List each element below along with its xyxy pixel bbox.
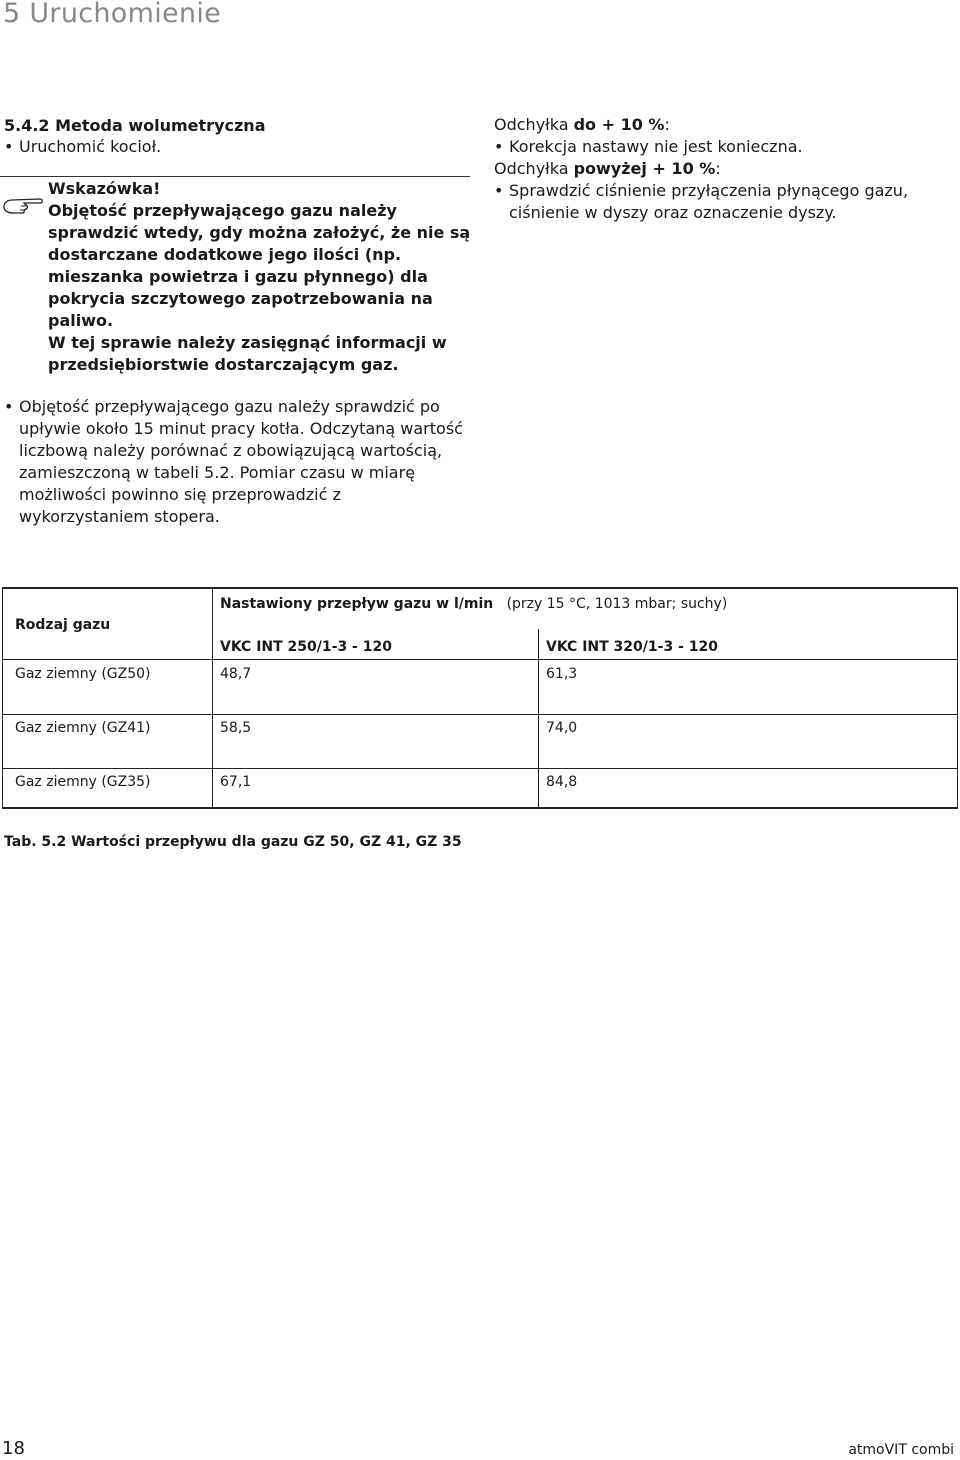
cell-flow-250: 67,1: [220, 774, 252, 790]
note-line: sprawdzić wtedy, gdy można założyć, że nie są: [48, 223, 471, 242]
deviation-instructions: [494, 114, 908, 224]
product-name: [848, 1442, 954, 1458]
note-line: W tej sprawie należy zasięgnąć informacji w: [48, 333, 447, 352]
table-border-left: [2, 587, 3, 808]
table-border-bottom: [2, 807, 958, 809]
cell-gas-type: Gaz ziemny (GZ41): [15, 720, 151, 736]
cell-flow-250: 48,7: [220, 666, 252, 682]
note-line: Objętość przepływającego gazu należy: [48, 201, 397, 220]
note-line: przedsiębiorstwie dostarczającym gaz.: [48, 355, 399, 374]
deviation-1-bullet: [494, 136, 908, 158]
note-title: Wskazówka!: [48, 179, 161, 198]
deviation-threshold: do + 10 %: [573, 115, 665, 134]
table-row-divider: [2, 714, 958, 715]
para-line: możliwości powinno się przeprowadzić z: [19, 485, 341, 504]
para-line: wykorzystaniem stopera.: [19, 507, 220, 526]
bullet-text: Korekcja nastawy nie jest konieczna.: [509, 137, 803, 156]
cell-flow-320: 84,8: [546, 774, 578, 790]
cell-flow-320: 74,0: [546, 720, 578, 736]
bullet-item: [4, 136, 161, 158]
group-header-conditions: (przy 15 °C, 1013 mbar; suchy): [506, 596, 728, 612]
table-border-top: [2, 587, 958, 589]
deviation-label: Odchyłka: [494, 115, 574, 134]
gas-flow-table: [2, 587, 958, 808]
note-divider: [0, 176, 470, 177]
deviation-1-heading: [494, 114, 908, 136]
table-row-divider: [2, 768, 958, 769]
cell-gas-type: Gaz ziemny (GZ35): [15, 774, 151, 790]
pointing-hand-icon: [2, 193, 46, 215]
col-header-gas-type: Rodzaj gazu: [15, 617, 111, 633]
colon: :: [715, 159, 721, 178]
table-row-divider: [2, 659, 958, 660]
deviation-2-bullet: [494, 180, 908, 202]
table-border-right: [957, 587, 958, 808]
deviation-threshold: powyżej + 10 %: [573, 159, 716, 178]
table-caption: Tab. 5.2 Wartości przepływu dla gazu GZ 50, GZ 41, GZ 35: [4, 834, 462, 850]
para-line: Objętość przepływającego gazu należy sprawdzić po: [19, 397, 440, 416]
cell-gas-type: Gaz ziemny (GZ50): [15, 666, 151, 682]
bullet-text: Uruchomić kocioł.: [19, 137, 162, 156]
bullet-text-cont: ciśnienie w dyszy oraz oznaczenie dyszy.: [509, 203, 837, 222]
bullet-dot: •: [494, 181, 504, 200]
deviation-label: Odchyłka: [494, 159, 574, 178]
deviation-2-heading: [494, 158, 908, 180]
measurement-paragraph: [4, 396, 463, 528]
note-line: paliwo.: [48, 311, 114, 330]
para-line: upływie około 15 minut pracy kotła. Odczytaną wartość: [19, 419, 463, 438]
page-number: 18: [2, 1438, 25, 1459]
table-col-divider: [538, 629, 539, 808]
note-line: mieszanka powietrza i gazu płynnego) dla: [48, 267, 428, 286]
para-line-first: [4, 396, 463, 418]
table-col-divider: [212, 587, 213, 808]
bullet-dot: •: [4, 137, 14, 156]
note-line: dostarczane dodatkowe jego ilości (np.: [48, 245, 402, 264]
group-header-title: Nastawiony przepływ gazu w l/min: [220, 596, 494, 612]
cell-flow-250: 58,5: [220, 720, 252, 736]
cell-flow-320: 61,3: [546, 666, 578, 682]
product-prefix: atmo: [848, 1442, 885, 1458]
para-line: liczbową należy porównać z obowiązującą wartością,: [19, 441, 443, 460]
para-line: zamieszczoną w tabeli 5.2. Pomiar czasu w miarę: [19, 463, 416, 482]
section-heading: 5.4.2 Metoda wolumetryczna: [4, 116, 266, 135]
colon: :: [664, 115, 670, 134]
bullet-text: Sprawdzić ciśnienie przyłączenia płynącego gazu,: [509, 181, 909, 200]
product-suffix: VIT combi: [884, 1442, 954, 1458]
bullet-dot: •: [4, 397, 14, 416]
note-line: pokrycia szczytowego zapotrzebowania na: [48, 289, 433, 308]
col-header-vkc-320: VKC INT 320/1-3 - 120: [546, 639, 718, 655]
note-text: [48, 178, 470, 376]
bullet-dot: •: [494, 137, 504, 156]
col-header-vkc-250: VKC INT 250/1-3 - 120: [220, 639, 392, 655]
chapter-title: 5 Uruchomienie: [3, 0, 222, 29]
group-header: [220, 596, 727, 612]
